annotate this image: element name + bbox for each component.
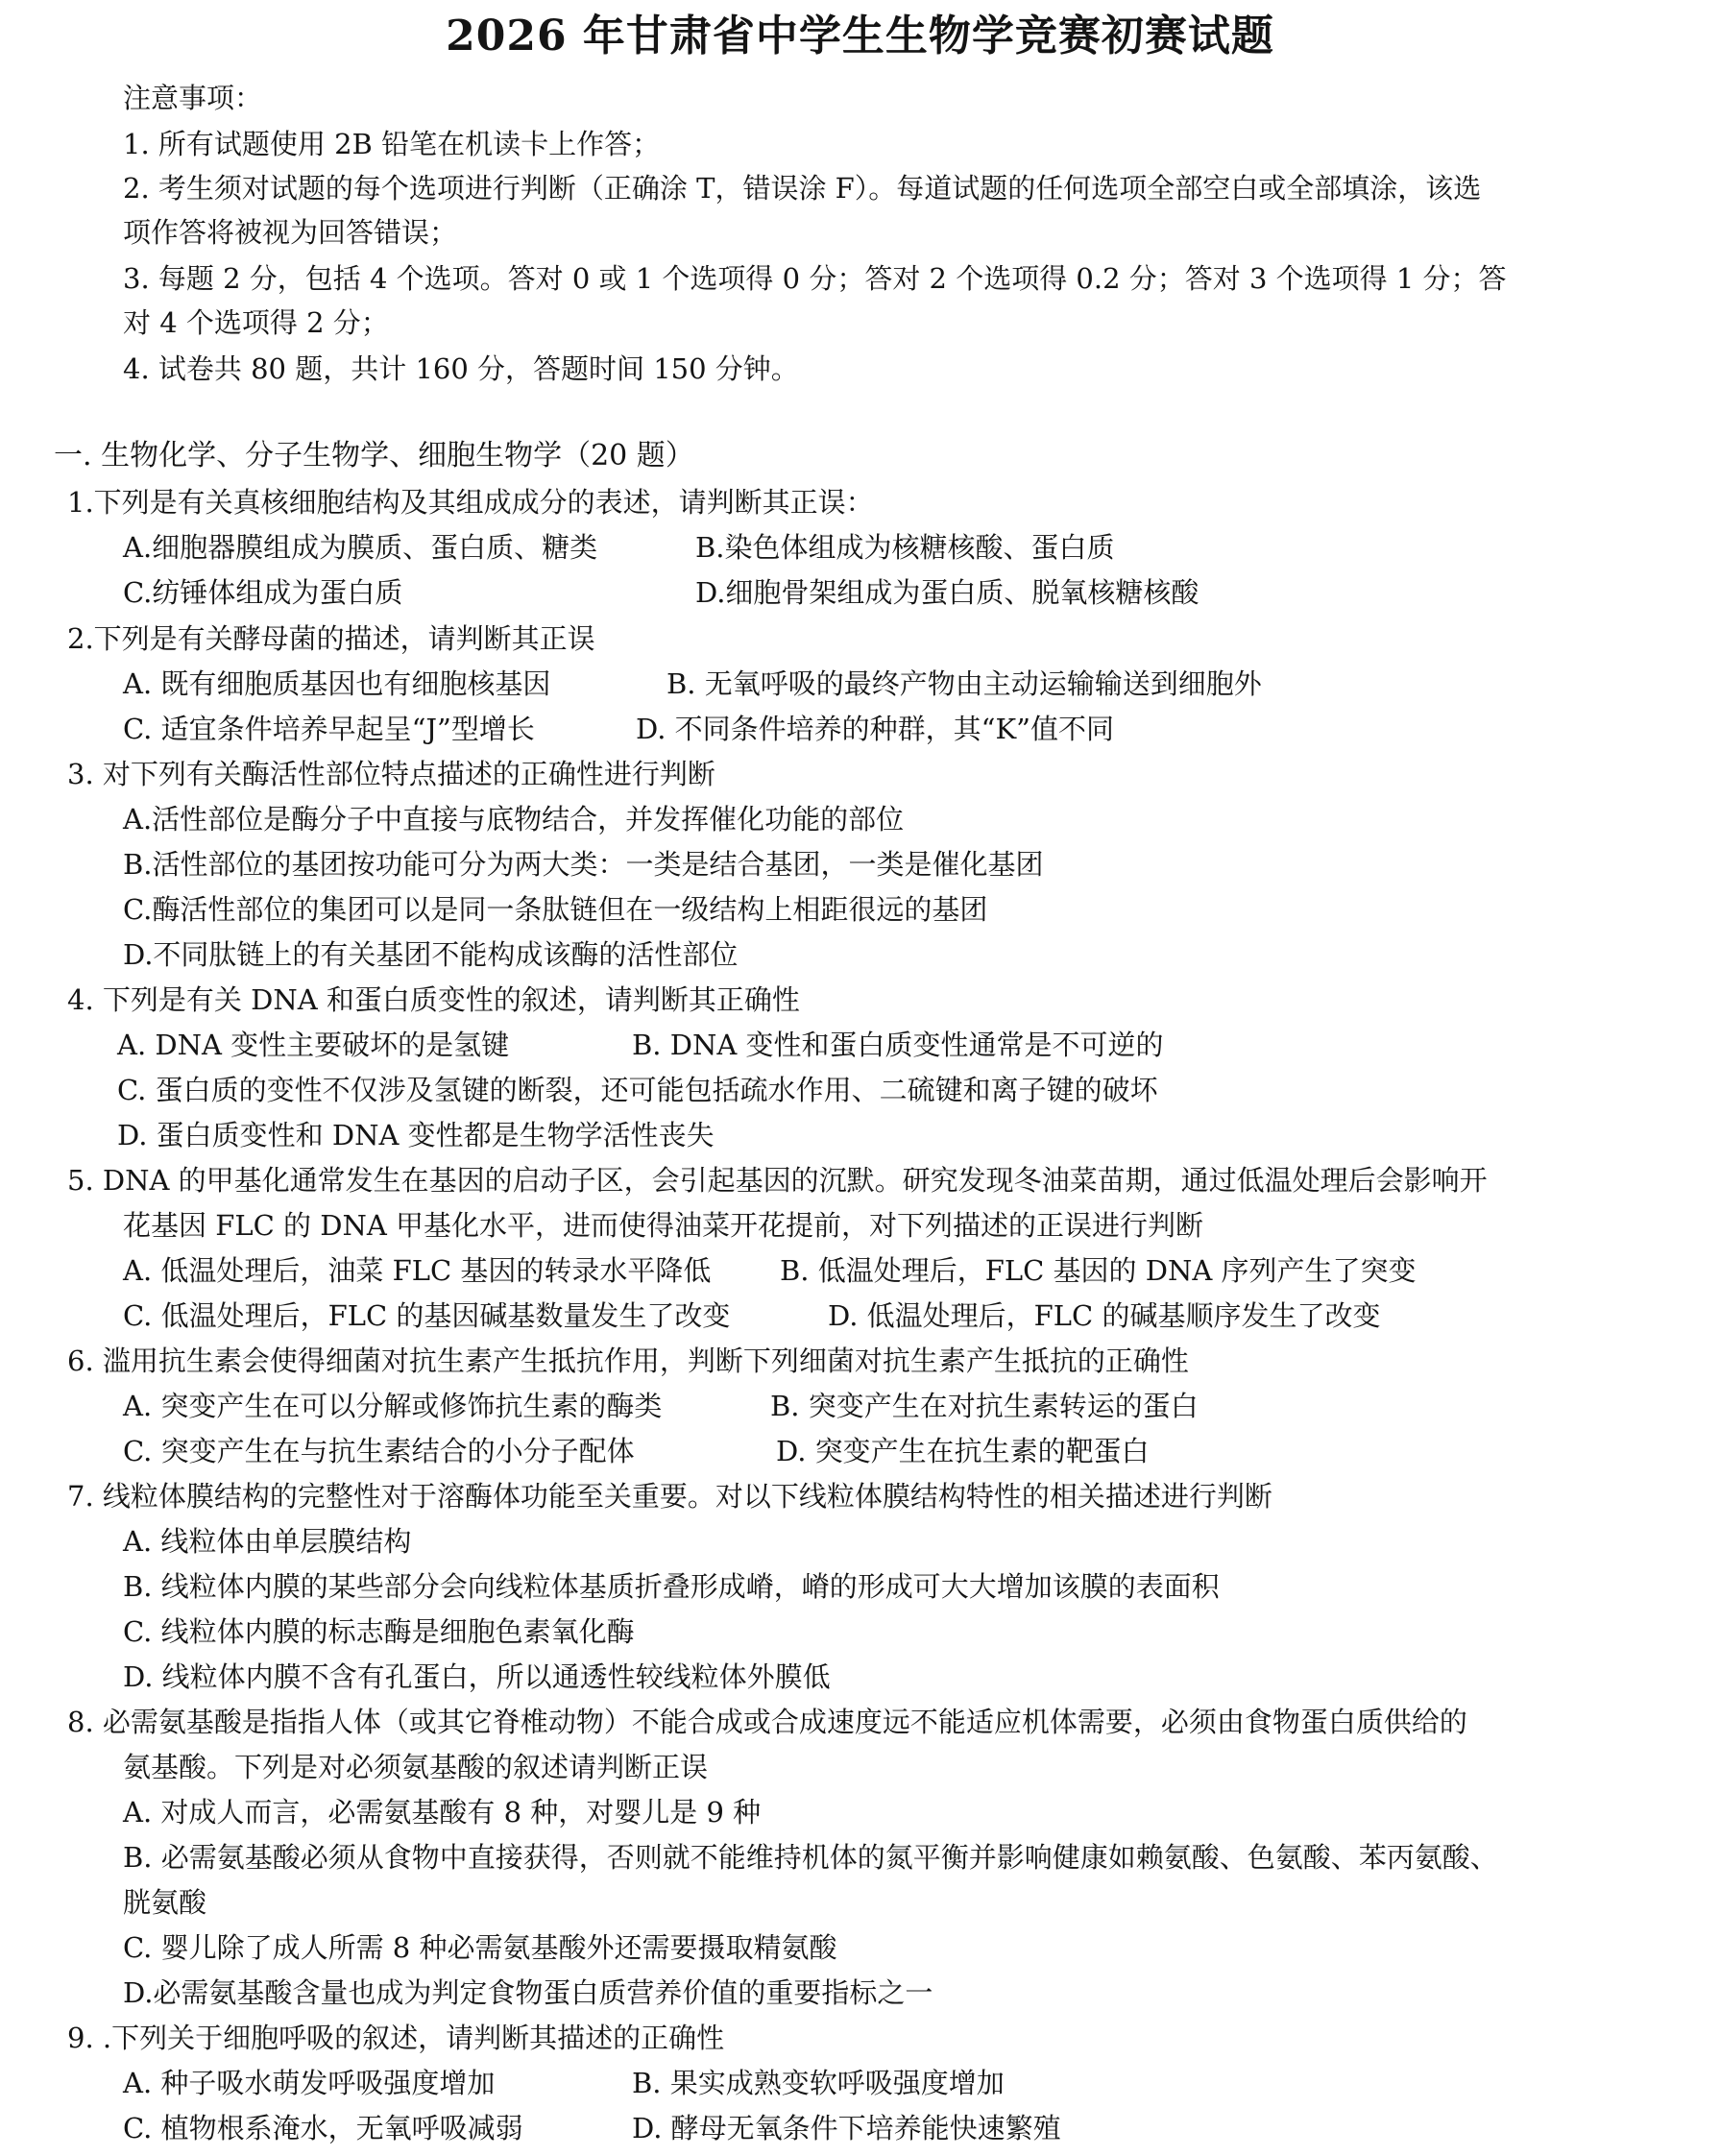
question-option: C. 线粒体内膜的标志酶是细胞色素氧化酶 (123, 1615, 635, 1648)
question-option: A. 低温处理后，油菜 FLC 基因的转录水平降低 (123, 1254, 712, 1287)
question-option: C.纺锤体组成为蛋白质 (123, 576, 403, 609)
question-option: D.不同肽链上的有关基团不能构成该酶的活性部位 (123, 938, 739, 971)
question-stem: 7. 线粒体膜结构的完整性对于溶酶体功能至关重要。对以下线粒体膜结构特性的相关描述进行判断 (67, 1480, 1272, 1513)
question-option: B. 无氧呼吸的最终产物由主动运输输送到细胞外 (666, 667, 1262, 700)
question-option: C. 突变产生在与抗生素结合的小分子配体 (123, 1435, 635, 1467)
question-option: D.细胞骨架组成为蛋白质、脱氧核糖核酸 (695, 576, 1199, 609)
question-option: B. 突变产生在对抗生素转运的蛋白 (770, 1390, 1199, 1422)
question-option: A.细胞器膜组成为膜质、蛋白质、糖类 (123, 531, 598, 564)
question-option: B. 低温处理后，FLC 基因的 DNA 序列产生了突变 (780, 1254, 1417, 1287)
question-option: A. 线粒体由单层膜结构 (123, 1525, 412, 1558)
question-option: C.酶活性部位的集团可以是同一条肽链但在一级结构上相距很远的基团 (123, 893, 988, 926)
question-option: A. DNA 变性主要破坏的是氢键 (117, 1029, 510, 1061)
question-stem: 2.下列是有关酵母菌的描述，请判断其正误 (67, 622, 595, 655)
question-stem: 9. .下列关于细胞呼吸的叙述，请判断其描述的正确性 (67, 2022, 725, 2054)
question-option: B. 必需氨基酸必须从食物中直接获得，否则就不能维持机体的氮平衡并影响健康如赖氨酸、色氨酸、苯丙氨酸、 (123, 1841, 1498, 1874)
question-stem: 4. 下列是有关 DNA 和蛋白质变性的叙述，请判断其正确性 (67, 983, 800, 1016)
question-stem: 6. 滥用抗生素会使得细菌对抗生素产生抵抗作用，判断下列细菌对抗生素产生抵抗的正确性 (67, 1344, 1189, 1377)
notice-item: 1. 所有试题使用 2B 铅笔在机读卡上作答； (123, 128, 661, 160)
section-heading: 一. 生物化学、分子生物学、细胞生物学（20 题） (54, 439, 694, 472)
notice-heading: 注意事项： (123, 82, 263, 114)
question-option: C. 蛋白质的变性不仅涉及氢键的断裂，还可能包括疏水作用、二硫键和离子键的破坏 (117, 1074, 1158, 1106)
question-stem-continued: 氨基酸。下列是对必须氨基酸的叙述请判断正误 (123, 1751, 709, 1783)
question-stem: 3. 对下列有关酶活性部位特点描述的正确性进行判断 (67, 758, 715, 790)
question-option: B.染色体组成为核糖核酸、蛋白质 (695, 531, 1115, 564)
question-option: A. 既有细胞质基因也有细胞核基因 (123, 667, 551, 700)
question-option: D. 酵母无氧条件下培养能快速繁殖 (632, 2112, 1061, 2144)
notice-item: 4. 试卷共 80 题，共计 160 分，答题时间 150 分钟。 (123, 352, 799, 385)
question-stem: 8. 必需氨基酸是指指人体（或其它脊椎动物）不能合成或合成速度远不能适应机体需要，必须由食物蛋白质供给的 (67, 1706, 1467, 1738)
question-option: C. 婴儿除了成人所需 8 种必需氨基酸外还需要摄取精氨酸 (123, 1931, 837, 1964)
question-option: D. 低温处理后，FLC 的碱基顺序发生了改变 (828, 1299, 1381, 1332)
notice-item: 项作答将被视为回答错误； (123, 216, 458, 249)
question-stem-continued: 花基因 FLC 的 DNA 甲基化水平，进而使得油菜开花提前，对下列描述的正误进行判断 (123, 1209, 1204, 1242)
question-option: B. 线粒体内膜的某些部分会向线粒体基质折叠形成嵴，嵴的形成可大大增加该膜的表面积 (123, 1570, 1220, 1603)
notice-item: 对 4 个选项得 2 分； (123, 306, 389, 339)
question-option-continued: 胱氨酸 (123, 1886, 207, 1919)
notice-item: 2. 考生须对试题的每个选项进行判断（正确涂 T，错误涂 F）。每道试题的任何选项全部空白或全部填涂，该选 (123, 172, 1482, 205)
question-option: B. 果实成熟变软呼吸强度增加 (632, 2067, 1005, 2099)
question-option: D. 蛋白质变性和 DNA 变性都是生物学活性丧失 (117, 1119, 715, 1151)
question-option: C. 植物根系淹水，无氧呼吸减弱 (123, 2112, 523, 2144)
question-option: B. DNA 变性和蛋白质变性通常是不可逆的 (632, 1029, 1164, 1061)
question-option: A. 种子吸水萌发呼吸强度增加 (123, 2067, 496, 2099)
question-option: A. 突变产生在可以分解或修饰抗生素的酶类 (123, 1390, 663, 1422)
question-option: D. 不同条件培养的种群，其“K”值不同 (636, 713, 1114, 745)
question-option: A.活性部位是酶分子中直接与底物结合，并发挥催化功能的部位 (123, 803, 905, 836)
question-stem: 1.下列是有关真核细胞结构及其组成成分的表述，请判断其正误： (67, 486, 874, 519)
page-title: 2026 年甘肃省中学生生物学竞赛初赛试题 (446, 12, 1274, 61)
question-option: D.必需氨基酸含量也成为判定食物蛋白质营养价值的重要指标之一 (123, 1976, 933, 2009)
question-option: D. 突变产生在抗生素的靶蛋白 (776, 1435, 1150, 1467)
question-stem: 5. DNA 的甲基化通常发生在基因的启动子区，会引起基因的沉默。研究发现冬油菜苗期，通过低温处理后会影响开 (67, 1164, 1488, 1197)
notice-item: 3. 每题 2 分，包括 4 个选项。答对 0 或 1 个选项得 0 分；答对 2 个选项得 0.2 分；答对 3 个选项得 1 分；答 (123, 262, 1507, 295)
question-option: A. 对成人而言，必需氨基酸有 8 种，对婴儿是 9 种 (123, 1796, 762, 1829)
question-option: C. 适宜条件培养早起呈“J”型增长 (123, 713, 535, 745)
question-option: B.活性部位的基团按功能可分为两大类：一类是结合基团，一类是催化基团 (123, 848, 1044, 881)
question-option: C. 低温处理后，FLC 的基因碱基数量发生了改变 (123, 1299, 731, 1332)
question-option: D. 线粒体内膜不含有孔蛋白，所以通透性较线粒体外膜低 (123, 1660, 831, 1693)
